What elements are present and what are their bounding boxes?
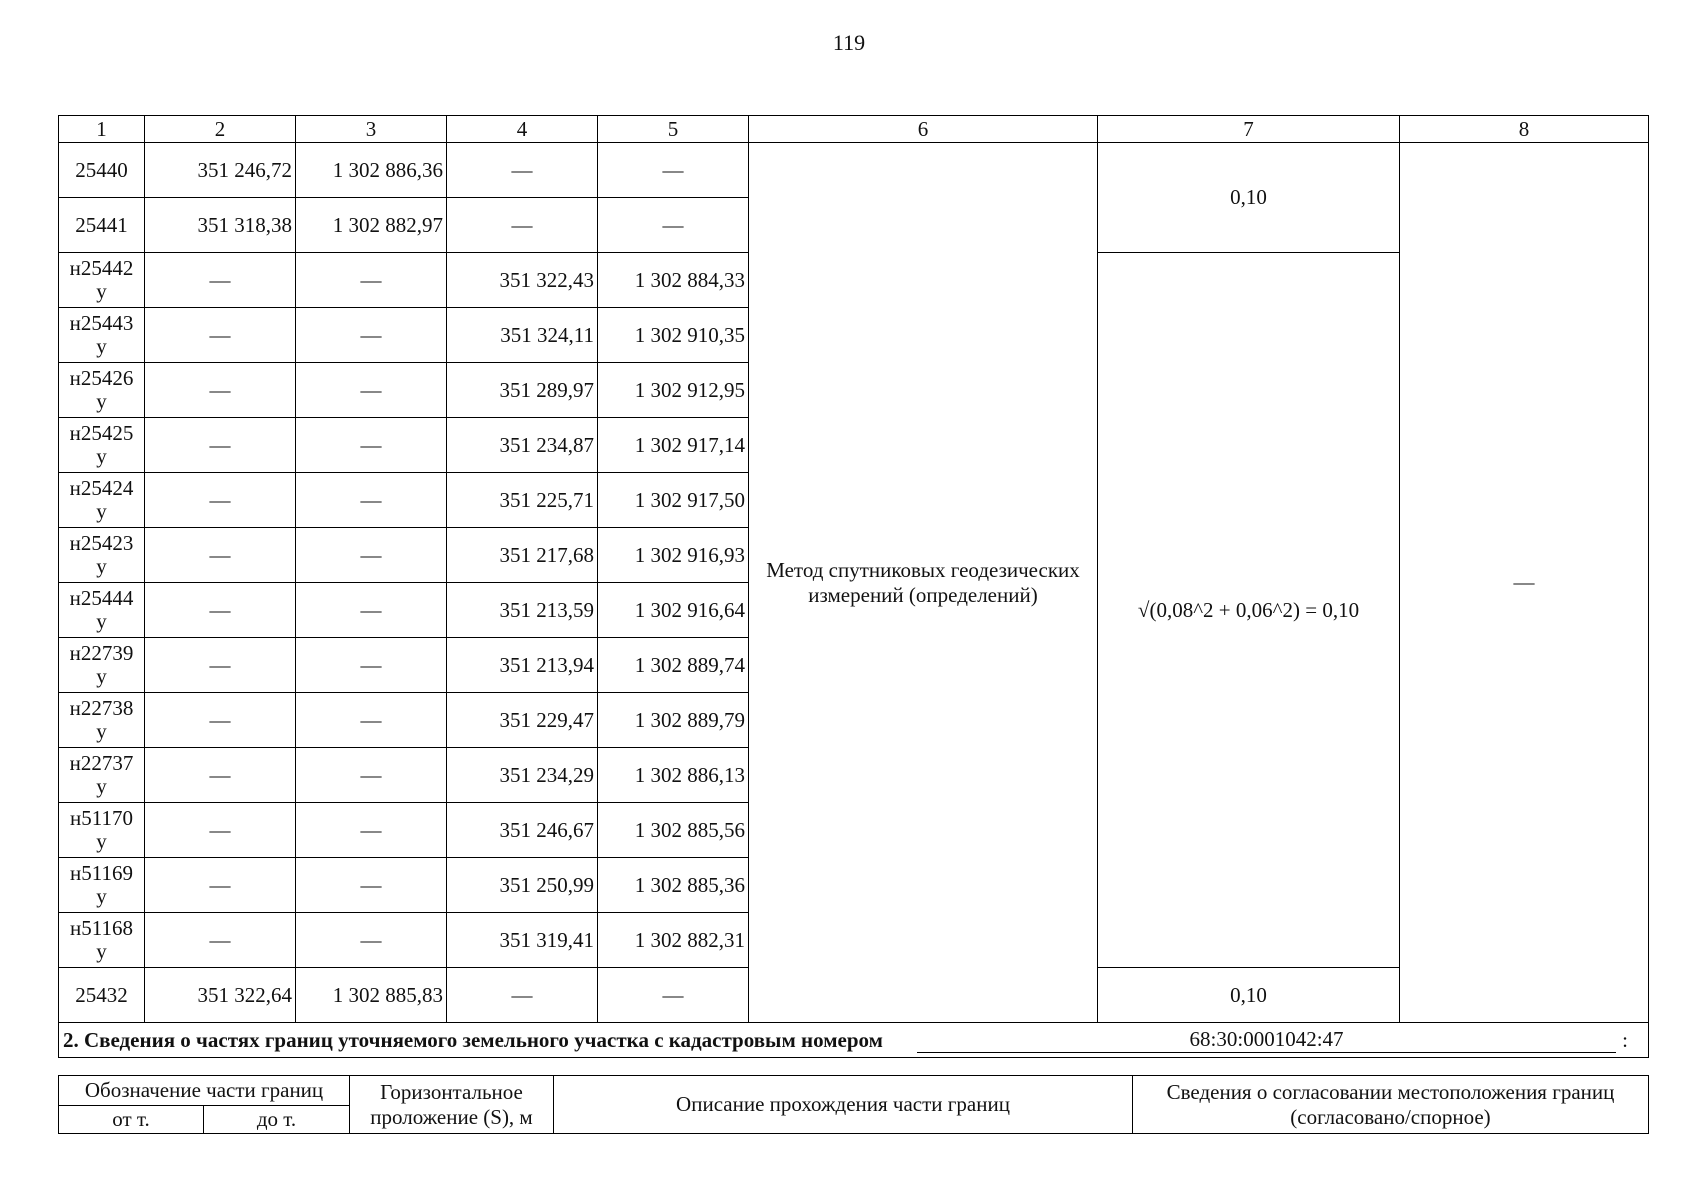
boundary-points-table <box>58 115 1649 1058</box>
new-x-cell: 351 225,71 <box>447 473 598 528</box>
new-x-cell: 351 322,43 <box>447 253 598 308</box>
new-y-cell: — <box>598 198 749 253</box>
existing-y-cell: — <box>296 253 447 308</box>
col8-cell: — <box>1400 143 1649 1023</box>
new-x-cell: 351 217,68 <box>447 528 598 583</box>
point-id-line1: н25423 <box>69 531 134 555</box>
section2-title-row <box>59 1023 1649 1058</box>
cadastral-number: 68:30:0001042:47 <box>917 1027 1616 1053</box>
new-y-cell: 1 302 889,79 <box>598 693 749 748</box>
column-number-header: 4 <box>447 116 598 143</box>
new-y-cell: 1 302 912,95 <box>598 363 749 418</box>
existing-y-cell: — <box>296 858 447 913</box>
existing-x-cell: — <box>145 748 296 803</box>
point-id <box>59 308 145 363</box>
new-x-cell: — <box>447 198 598 253</box>
column-number-header: 2 <box>145 116 296 143</box>
new-y-cell: 1 302 916,64 <box>598 583 749 638</box>
new-x-cell: 351 289,97 <box>447 363 598 418</box>
point-id <box>59 748 145 803</box>
point-id-line2: у <box>96 774 107 798</box>
distance-header <box>350 1076 554 1134</box>
point-id <box>59 858 145 913</box>
existing-y-cell: — <box>296 583 447 638</box>
new-x-cell: 351 213,94 <box>447 638 598 693</box>
point-id-line1: н25443 <box>69 311 134 335</box>
point-id-line2: у <box>96 554 107 578</box>
existing-y-cell: — <box>296 693 447 748</box>
existing-x-cell: — <box>145 528 296 583</box>
part-designation-header: Обозначение части границ <box>59 1076 350 1106</box>
point-id-line2: у <box>96 389 107 413</box>
new-x-cell: 351 229,47 <box>447 693 598 748</box>
accuracy-formula-cell: √(0,08^2 + 0,06^2) = 0,10 <box>1098 253 1400 968</box>
point-id <box>59 803 145 858</box>
existing-y-cell: — <box>296 528 447 583</box>
column-number-header: 8 <box>1400 116 1649 143</box>
column-number-row <box>59 116 1649 143</box>
column-number-header: 5 <box>598 116 749 143</box>
accuracy-bottom-cell: 0,10 <box>1098 968 1400 1023</box>
agreement-header-line2: (согласовано/спорное) <box>1290 1104 1491 1129</box>
point-id-line2: у <box>96 279 107 303</box>
existing-x-cell: — <box>145 913 296 968</box>
existing-x-cell: 351 318,38 <box>145 198 296 253</box>
new-x-cell: 351 234,87 <box>447 418 598 473</box>
point-id-line1: н51168 <box>70 916 133 940</box>
agreement-header <box>1133 1076 1649 1134</box>
new-x-cell: 351 324,11 <box>447 308 598 363</box>
point-id <box>59 638 145 693</box>
point-id <box>59 473 145 528</box>
new-y-cell: — <box>598 143 749 198</box>
existing-x-cell: — <box>145 803 296 858</box>
point-id <box>59 363 145 418</box>
point-id <box>59 253 145 308</box>
point-id <box>59 528 145 583</box>
existing-x-cell: — <box>145 363 296 418</box>
point-id-line2: у <box>96 939 107 963</box>
section2-header-table <box>58 1075 1649 1134</box>
point-id-line1: н51169 <box>70 861 133 885</box>
point-id-line2: у <box>96 884 107 908</box>
point-id-line2: у <box>96 334 107 358</box>
new-y-cell: — <box>598 968 749 1023</box>
new-y-cell: 1 302 885,56 <box>598 803 749 858</box>
new-y-cell: 1 302 886,13 <box>598 748 749 803</box>
existing-x-cell: — <box>145 418 296 473</box>
point-id <box>59 583 145 638</box>
new-y-cell: 1 302 884,33 <box>598 253 749 308</box>
point-id-line2: у <box>96 609 107 633</box>
point-id <box>59 693 145 748</box>
existing-x-cell: — <box>145 693 296 748</box>
point-id-line1: н51170 <box>70 806 133 830</box>
new-x-cell: 351 234,29 <box>447 748 598 803</box>
new-x-cell: 351 319,41 <box>447 913 598 968</box>
existing-y-cell: — <box>296 418 447 473</box>
existing-y-cell: — <box>296 308 447 363</box>
point-id-line2: у <box>96 664 107 688</box>
cadastral-suffix: : <box>1622 1028 1628 1052</box>
new-y-cell: 1 302 885,36 <box>598 858 749 913</box>
point-id-line2: у <box>96 829 107 853</box>
to-point-header: до т. <box>204 1106 350 1134</box>
description-header: Описание прохождения части границ <box>554 1076 1133 1134</box>
new-y-cell: 1 302 916,93 <box>598 528 749 583</box>
new-y-cell: 1 302 917,14 <box>598 418 749 473</box>
new-x-cell: 351 246,67 <box>447 803 598 858</box>
point-id-line2: у <box>96 444 107 468</box>
new-x-cell: — <box>447 968 598 1023</box>
column-number-header: 3 <box>296 116 447 143</box>
existing-x-cell: — <box>145 858 296 913</box>
section2-title-cell <box>59 1023 1649 1058</box>
existing-x-cell: — <box>145 308 296 363</box>
point-id <box>59 418 145 473</box>
section2-title: 2. Сведения о частях границ уточняемого земельного участка с кадастровым номером <box>63 1028 883 1052</box>
existing-x-cell: — <box>145 638 296 693</box>
table-row <box>59 143 1649 198</box>
existing-y-cell: — <box>296 363 447 418</box>
point-id-line1: н25442 <box>69 256 134 280</box>
new-x-cell: 351 250,99 <box>447 858 598 913</box>
existing-x-cell: 351 246,72 <box>145 143 296 198</box>
point-id-line1: н25424 <box>69 476 134 500</box>
column-number-header: 6 <box>749 116 1098 143</box>
existing-x-cell: — <box>145 253 296 308</box>
point-id-line2: у <box>96 499 107 523</box>
existing-x-cell: 351 322,64 <box>145 968 296 1023</box>
point-id-line1: н22738 <box>69 696 134 720</box>
new-x-cell: 351 213,59 <box>447 583 598 638</box>
existing-y-cell: — <box>296 638 447 693</box>
existing-y-cell: — <box>296 473 447 528</box>
column-number-header: 7 <box>1098 116 1400 143</box>
column-number-header: 1 <box>59 116 145 143</box>
new-x-cell: — <box>447 143 598 198</box>
point-id: 25432 <box>59 968 145 1023</box>
from-point-header: от т. <box>59 1106 204 1134</box>
existing-y-cell: 1 302 886,36 <box>296 143 447 198</box>
point-id-line1: н22739 <box>69 641 134 665</box>
page-number: 119 <box>832 30 866 55</box>
existing-y-cell: — <box>296 748 447 803</box>
point-id-line1: н25426 <box>69 366 134 390</box>
point-id: 25441 <box>59 198 145 253</box>
existing-y-cell: — <box>296 803 447 858</box>
new-y-cell: 1 302 917,50 <box>598 473 749 528</box>
existing-y-cell: 1 302 882,97 <box>296 198 447 253</box>
distance-header-line2: проложение (S), м <box>370 1104 533 1129</box>
method-cell: Метод спутниковых геодезических измерений (определений) <box>749 143 1098 1023</box>
existing-y-cell: 1 302 885,83 <box>296 968 447 1023</box>
point-id-line1: н25444 <box>69 586 134 610</box>
new-y-cell: 1 302 910,35 <box>598 308 749 363</box>
new-y-cell: 1 302 889,74 <box>598 638 749 693</box>
existing-x-cell: — <box>145 583 296 638</box>
distance-header-line1: Горизонтальное <box>380 1079 523 1104</box>
point-id-line1: н25425 <box>69 421 134 445</box>
point-id <box>59 913 145 968</box>
existing-x-cell: — <box>145 473 296 528</box>
new-y-cell: 1 302 882,31 <box>598 913 749 968</box>
point-id: 25440 <box>59 143 145 198</box>
point-id-line2: у <box>96 719 107 743</box>
point-id-line1: н22737 <box>69 751 134 775</box>
accuracy-top-cell: 0,10 <box>1098 143 1400 253</box>
agreement-header-line1: Сведения о согласовании местоположения границ <box>1166 1079 1615 1104</box>
existing-y-cell: — <box>296 913 447 968</box>
